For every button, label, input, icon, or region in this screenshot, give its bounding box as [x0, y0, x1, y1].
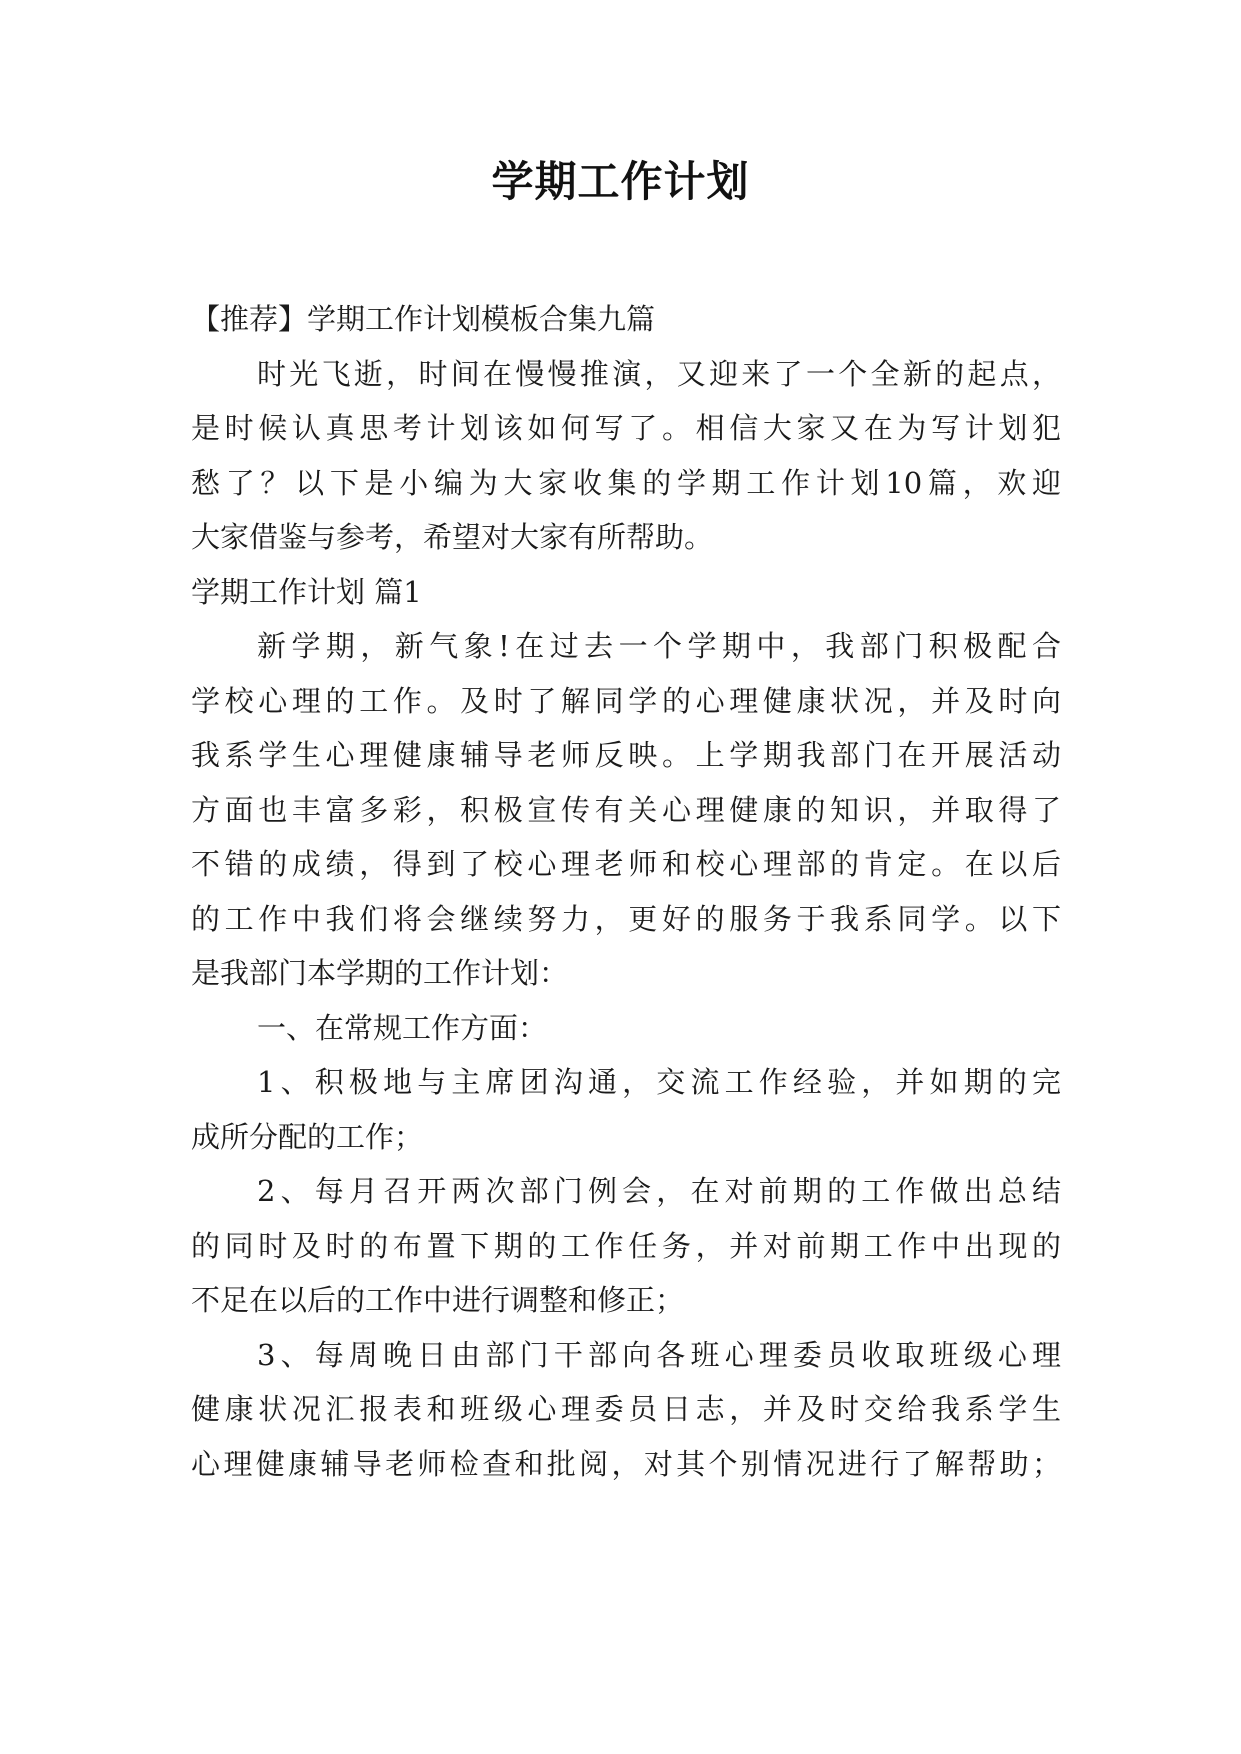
text-line: 大家借鉴与参考，希望对大家有所帮助。 — [191, 520, 714, 554]
text-line: 成所分配的工作； — [191, 1119, 424, 1154]
document-body — [191, 292, 1061, 1491]
text-line: 是我部门本学期的工作计划： — [191, 956, 569, 990]
text-line: 不足在以后的工作中进行调整和修正； — [191, 1283, 685, 1317]
text-line: 方面也丰富多彩，积极宣传有关心理健康的知识，并取得了 — [191, 792, 1061, 827]
text-line: 学期工作计划 篇1 — [191, 574, 422, 609]
text-line: 3、每周晚日由部门干部向各班心理委员收取班级心理 — [257, 1337, 1061, 1372]
text-line: 【推荐】学期工作计划模板合集九篇 — [191, 302, 656, 336]
document-title: 学期工作计划 — [491, 157, 750, 206]
text-line: 一、在常规工作方面： — [257, 1010, 548, 1045]
text-line: 新学期，新气象!在过去一个学期中，我部门积极配合 — [257, 629, 1061, 663]
text-line: 心理健康辅导老师检查和批阅，对其个别情况进行了解帮助； — [191, 1446, 1061, 1481]
text-line: 2、每月召开两次部门例会，在对前期的工作做出总结 — [257, 1174, 1061, 1208]
text-line: 时光飞逝，时间在慢慢推演，又迎来了一个全新的起点， — [257, 356, 1061, 391]
text-line: 健康状况汇报表和班级心理委员日志，并及时交给我系学生 — [191, 1392, 1061, 1426]
text-line: 1、积极地与主席团沟通，交流工作经验，并如期的完 — [257, 1065, 1061, 1099]
text-line: 是时候认真思考计划该如何写了。相信大家又在为写计划犯 — [191, 411, 1061, 445]
text-line: 愁了？以下是小编为大家收集的学期工作计划10篇，欢迎 — [191, 465, 1061, 500]
text-line: 学校心理的工作。及时了解同学的心理健康状况，并及时向 — [191, 683, 1061, 718]
text-line: 的工作中我们将会继续努力，更好的服务于我系同学。以下 — [191, 901, 1061, 936]
text-line: 我系学生心理健康辅导老师反映。上学期我部门在开展活动 — [191, 738, 1061, 772]
text-line: 不错的成绩，得到了校心理老师和校心理部的肯定。在以后 — [191, 847, 1061, 881]
text-line: 的同时及时的布置下期的工作任务，并对前期工作中出现的 — [191, 1228, 1061, 1263]
